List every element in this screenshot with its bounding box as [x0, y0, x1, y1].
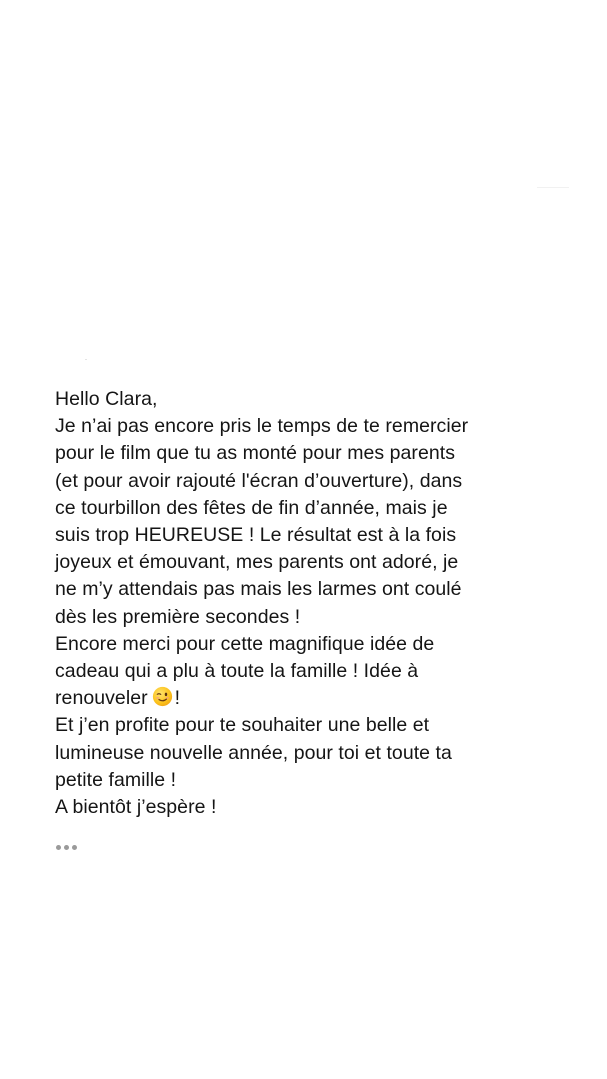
message-text: renouveler — [55, 687, 148, 710]
message-line: dès les première secondes ! — [55, 605, 301, 628]
message-text: ! — [174, 687, 181, 710]
message-line: joyeux et émouvant, mes parents ont adoré, je — [55, 551, 459, 574]
message-line: Hello Clara, — [55, 388, 158, 410]
message-line: Je n’ai pas encore pris le temps de te remercier — [55, 415, 469, 438]
message-line: lumineuse nouvelle année, pour toi et toute ta — [55, 741, 452, 764]
ellipsis-dot — [56, 845, 61, 850]
message-line-with-emoji — [55, 685, 600, 712]
message-line: pour le film que tu as monté pour mes parents — [55, 442, 456, 465]
message-line: A bientôt j’espère ! — [55, 796, 217, 819]
ellipsis-icon[interactable] — [56, 845, 77, 850]
message-line: cadeau qui a plu à toute la famille ! Idée à — [55, 660, 419, 683]
message-line: (et pour avoir rajouté l'écran d’ouverture), dans — [55, 469, 463, 492]
message-line: ce tourbillon des fêtes de fin d’année, mais je — [55, 496, 448, 519]
message-line: Et j’en profite pour te souhaiter une belle et — [55, 714, 430, 737]
message-line: ne m’y attendais pas mais les larmes ont coulé — [55, 578, 462, 601]
ellipsis-dot — [72, 845, 77, 850]
message-line: petite famille ! — [55, 768, 177, 791]
message-body — [55, 386, 600, 821]
message-line: Encore merci pour cette magnifique idée de — [55, 632, 435, 655]
message-line: suis trop HEUREUSE ! Le résultat est à la fois — [55, 524, 457, 547]
ellipsis-dot — [64, 845, 69, 850]
faint-mark — [85, 359, 87, 360]
winking-face-emoji — [152, 686, 173, 707]
faint-divider — [537, 187, 569, 188]
